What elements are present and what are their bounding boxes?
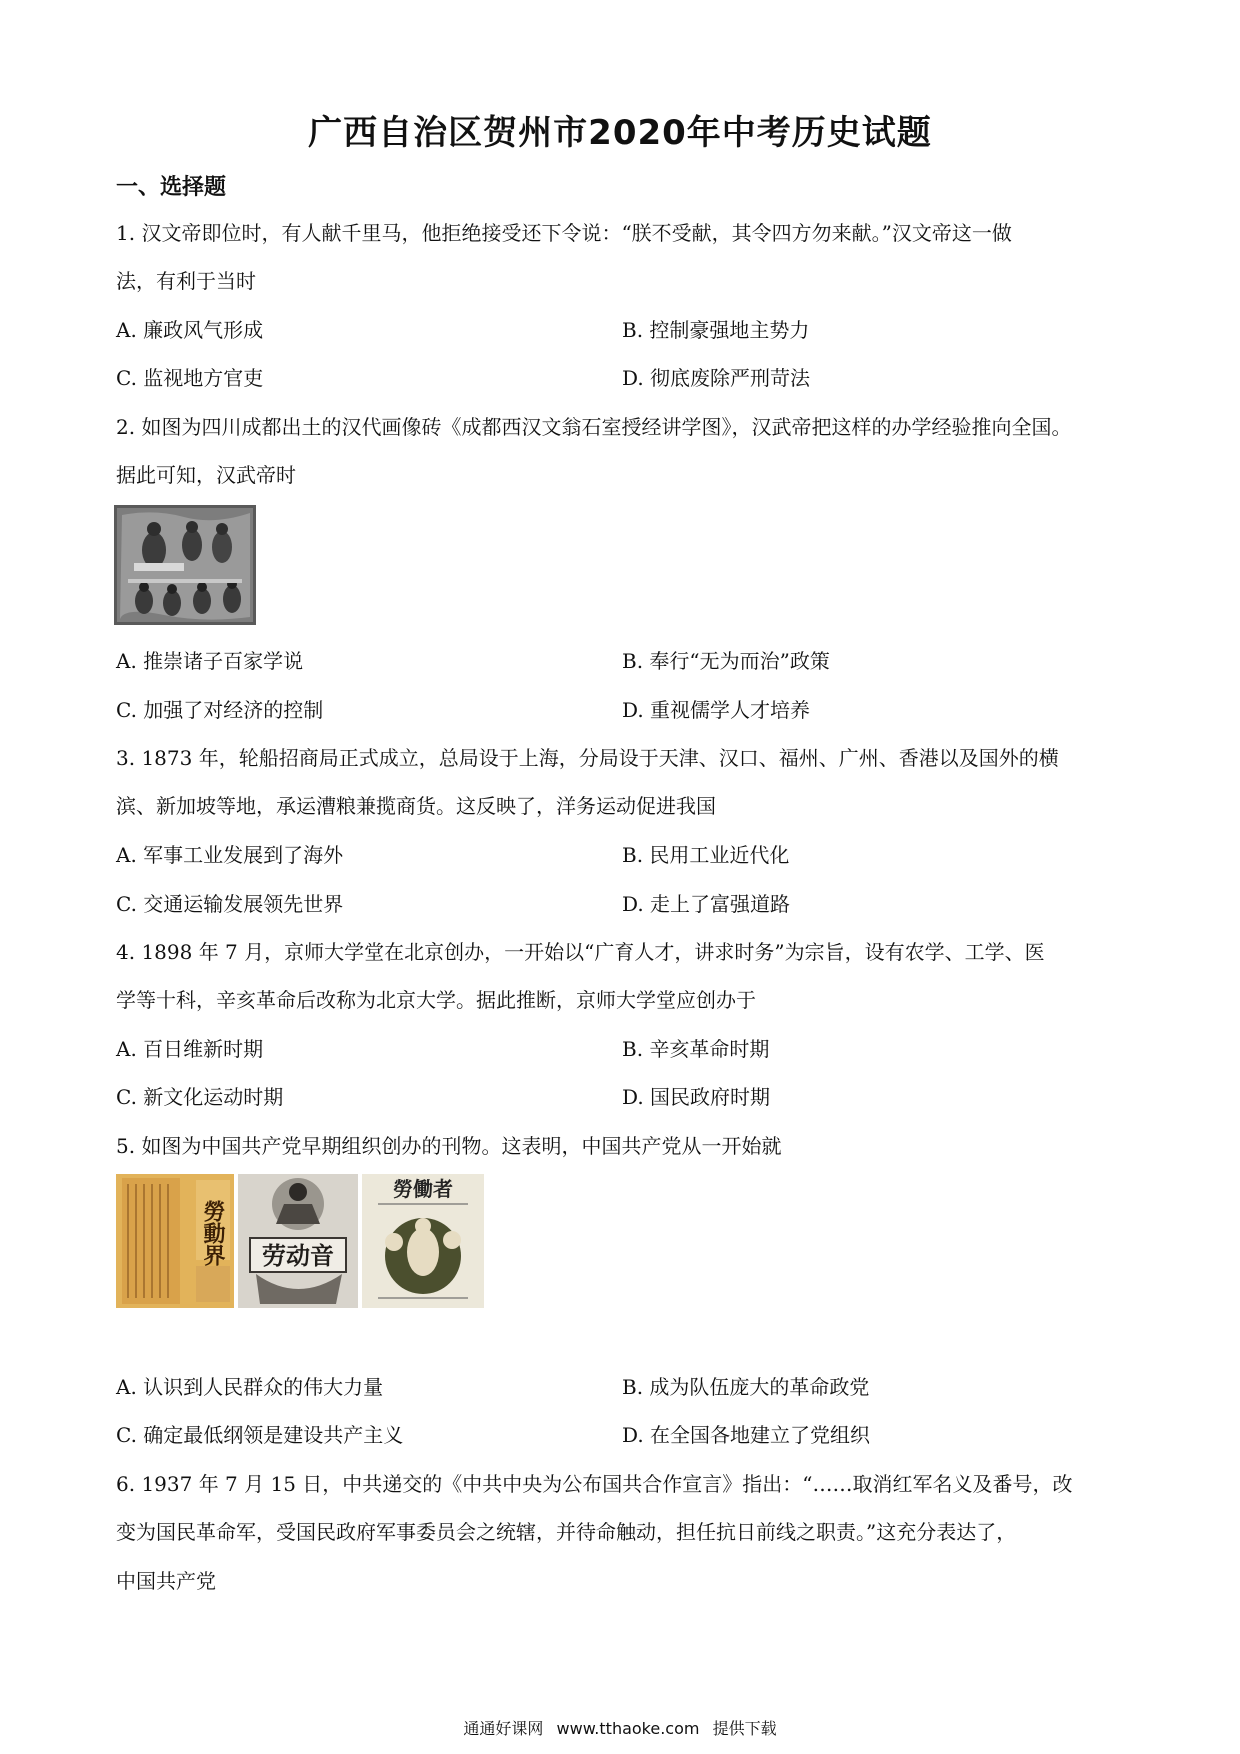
question-2-option-d: D. 重视儒学人才培养	[622, 698, 811, 722]
question-4-text-line-1: 4. 1898 年 7 月，京师大学堂在北京创办，一开始以“广育人才，讲求时务”为宗旨，设有农学、工学、医	[116, 940, 1045, 964]
question-5-option-d: D. 在全国各地建立了党组织	[622, 1423, 871, 1447]
question-4-text-line-2: 学等十科，辛亥革命后改称为北京大学。据此推断，京师大学堂应创办于	[116, 988, 756, 1012]
question-4-option-a: A. 百日维新时期	[116, 1037, 264, 1061]
footer-url-link[interactable]: www.tthaoke.com	[556, 1719, 700, 1738]
question-5-option-a: A. 认识到人民群众的伟大力量	[116, 1375, 384, 1399]
question-5-text-line-1: 5. 如图为中国共产党早期组织创办的刊物。这表明，中国共产党从一开始就	[116, 1134, 782, 1158]
question-2-option-b: B. 奉行“无为而治”政策	[622, 649, 830, 673]
question-4-option-c: C. 新文化运动时期	[116, 1085, 284, 1109]
question-1-option-d: D. 彻底废除严刑苛法	[622, 366, 811, 390]
question-3-text-line-2: 滨、新加坡等地，承运漕粮兼揽商货。这反映了，洋务运动促进我国	[116, 794, 716, 818]
magazine-1-title: 勞動界	[200, 1200, 226, 1266]
question-6-text-line-2: 变为国民革命军，受国民政府军事委员会之统辖，并待命触动，担任抗日前线之职责。”这充分表达了，	[116, 1520, 1017, 1544]
page-footer	[0, 1716, 1240, 1739]
question-3-option-c: C. 交通运输发展领先世界	[116, 892, 344, 916]
magazine-2-title: 劳动音	[262, 1241, 334, 1270]
footer-note: 提供下载	[712, 1719, 777, 1738]
question-1-option-b: B. 控制豪强地主势力	[622, 318, 810, 342]
question-2-option-c: C. 加强了对经济的控制	[116, 698, 324, 722]
question-2-text-line-2: 据此可知，汉武帝时	[116, 463, 296, 487]
footer-site-name: 通通好课网	[463, 1719, 544, 1738]
question-5-option-b: B. 成为队伍庞大的革命政党	[622, 1375, 870, 1399]
early-party-magazines-image	[116, 1174, 484, 1308]
question-2-option-a: A. 推崇诸子百家学说	[116, 649, 304, 673]
question-3-text-line-1: 3. 1873 年，轮船招商局正式成立，总局设于上海，分局设于天津、汉口、福州、广州、香港以及国外的横	[116, 746, 1059, 770]
question-4-option-b: B. 辛亥革命时期	[622, 1037, 770, 1061]
question-1-option-a: A. 廉政风气形成	[116, 318, 264, 342]
question-6-text-line-3: 中国共产党	[116, 1569, 216, 1593]
question-5-option-c: C. 确定最低纲领是建设共产主义	[116, 1423, 404, 1447]
question-1-text-line-1: 1. 汉文帝即位时，有人献千里马，他拒绝接受还下令说：“朕不受献，其令四方勿来献。”汉文帝这一做	[116, 221, 1012, 245]
question-3-option-a: A. 军事工业发展到了海外	[116, 843, 344, 867]
page-title: 广西自治区贺州市2020年中考历史试题	[308, 113, 932, 153]
question-2-text-line-1: 2. 如图为四川成都出土的汉代画像砖《成都西汉文翁石室授经讲学图》，汉武帝把这样的办学经验推向全国。	[116, 415, 1072, 439]
question-4-option-d: D. 国民政府时期	[622, 1085, 771, 1109]
section-heading: 一、选择题	[116, 175, 227, 200]
question-1-text-line-2: 法，有利于当时	[116, 269, 256, 293]
question-1-option-c: C. 监视地方官吏	[116, 366, 264, 390]
question-3-option-d: D. 走上了富强道路	[622, 892, 791, 916]
question-3-option-b: B. 民用工业近代化	[622, 843, 790, 867]
magazine-3-title: 勞働者	[393, 1177, 453, 1201]
han-brick-relief-image	[114, 505, 256, 625]
question-6-text-line-1: 6. 1937 年 7 月 15 日，中共递交的《中共中央为公布国共合作宣言》指出：“……取消红军名义及番号，改	[116, 1472, 1073, 1496]
